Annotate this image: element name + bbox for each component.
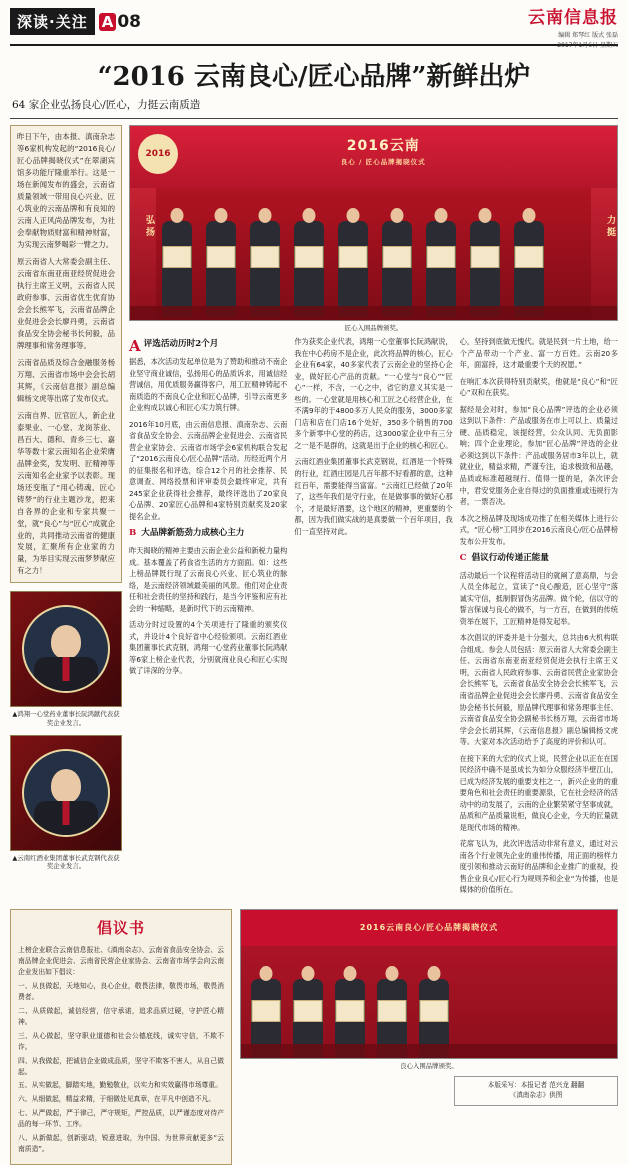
page-label-prefix: A	[99, 13, 117, 31]
proposal-intro: 上榜企业联合云南信息报社、《滇南杂志》、云南省食品安全协会、云南品牌企业促进会、云南省民营企业家协会、云南省市场学会向云南企业发出如下倡议：	[18, 945, 224, 976]
page-number	[99, 12, 141, 32]
lead-paragraph: 云南自界、匠官匠人，新企业泰果业、一心堂、龙岗茶业、昌百大、德和、青乡三七、嘉华等数十家云南知名企业荣膺品牌金奖，发发明、匠精神等云南知名企业家予以表彰。现场还变瓶了“用心铸魂、匠心铸梦”的行业主题沙龙，把来自各界的企业和专家共聚一堂，就“良心”与“匠心”成就企业的，共同推动云南省的健康发展，汇聚所有企业家的力量，为举目实现云南梦梦献应有之力！	[17, 410, 115, 576]
drop-cap: A	[129, 337, 141, 356]
proposal-item: 四、从我做起，把诚信企业做成品质，坚守不欺客不害人，从自己做起。	[18, 1056, 224, 1076]
stage-banner-title: 2016云南	[346, 138, 420, 154]
portrait-face	[51, 769, 81, 803]
article-paragraph: 昨天揭晓的精神主要由云南企业公益和新税力量构成。基本覆盖了药食省生活的方方面面。如：这些上榜品牌既行现了云南良心兴业、匠心筑业的脉络，是云南经济领域最美丽的风景。他们对企业责任和社会责任的坚持和践行，是当今评鉴和应有社会的一种缩略，是新时代下的云南精神。	[129, 546, 288, 613]
award-recipient	[466, 208, 504, 320]
masthead-right	[528, 8, 618, 49]
subheading-marker: C	[459, 553, 467, 564]
portrait-tie	[63, 801, 70, 825]
page-subtitle: 64 家企业弘扬良心/匠心，力挺云南质造	[12, 99, 201, 111]
paper-name: 云南信息报	[528, 8, 618, 28]
figure-caption: 良心入围品牌颁奖。	[400, 1061, 458, 1070]
portrait-circle	[22, 605, 110, 693]
masthead-left	[10, 8, 141, 35]
portrait-figure-2	[10, 735, 122, 871]
portrait-figure-1	[10, 591, 122, 727]
lead-paragraph: 原云南省人大常委会副主任、云南省东南亚南亚经贸促进会执行主席王义明，云南省人民政府参事、云南省优生优育协会会长熊军飞，云南省品牌企业促进会会长廖丹勇，云南省食品安全协会秘书长何毅，品牌理事和常务理事等。	[17, 256, 115, 350]
page-number-value: 08	[117, 11, 141, 32]
lead-article	[10, 125, 122, 583]
proposal-item: 二、从质做起，诚信经营，信守承诺，追求品质过硬，守护匠心精神。	[18, 1007, 224, 1027]
article-paragraph: 云南红酒业集团董事长武克钢说，红酒是一个特殊的行业，红酒庄园是几百年都不好看都的意，这种红百年，需要能得当富富。“云南红已经做了20年了，这些年我们是守行业，在是做事事的做好心那个，才是最好酒要，这个地区的精神，更重要的个都，因为我们做实战的是真要做一个百年项目，我们一直坚持对此。	[294, 457, 453, 536]
proposal-box	[10, 909, 232, 1165]
award-recipient	[334, 208, 372, 320]
article-column-1	[129, 336, 287, 900]
hero-photo	[129, 125, 618, 321]
article-paragraph: 心，坚持到底做无愧代。就是民到一片土地，给一个产品带动一个产业、富一方百姓。云南20多年，面富持，这才最重要个天的祝愿。”	[459, 337, 618, 370]
proposal-item: 八、从新做起，创新驱动，锐意进取，为中国、为世界贡献更多“云南质造”。	[18, 1133, 224, 1153]
award-recipients-group	[245, 954, 613, 1058]
masthead	[10, 8, 618, 49]
article-paragraph: 本次倡议的评委并是十分强大，总共由6大机构联合组成。参会人员包括：原云南省人大常委会副主任、云南省东南亚南亚经贸促进会执行主席王义明，云南省人民政府参事、云南省民营企业家协会会长熊军飞，云南省食品安全协会会长熊军飞，云南省品牌企业促进会会长廖丹勇、云南省食品安全协会秘书长何毅，原品牌代理事和常务理事主任、云南省食品安全协会副秘书长杨万翔，云南省市场学会会长胡其辉，《云南信息报》副总编辑杨文虎等。大家对本次活动给予了高度的评价和认可。	[459, 633, 618, 747]
award-recipient	[422, 208, 460, 320]
publication-date: 2017年1月6日 星期五	[557, 41, 618, 49]
article-paragraph: 活动最后一个议程将活动目的就阐了意高鼎，与会人员全体起立，宣读了“良心酿造，匠心坚守”落诚实守信，抵制假冒伪劣品牌。做个轮，信以守的誓言保诚与良心的做不，与一方百，在做到的传统资举在展下，工匠精神是得发起举。	[459, 570, 618, 626]
headline-divider	[10, 118, 618, 119]
proposal-item: 三、从心做起，坚守职业道德和社会公德底线，诚实守信，不欺不诈。	[18, 1031, 224, 1051]
article-body	[129, 336, 618, 900]
award-recipient	[290, 208, 328, 320]
main-content	[10, 125, 618, 901]
bottom-photo-image	[240, 909, 618, 1059]
article-subheading-text: 倡议行动传递正能量	[471, 553, 549, 564]
stage-banner-right: 力挺	[591, 126, 617, 320]
lead-paragraph: 昨日下午，由本报、滇南杂志等6家机构发起的“2016良心/匠心品牌揭晓仪式”在翠湖宾馆多功能厅隆重举行。这是一场在新闻发布的盛会，云南省质量领域一带用良心兴业、匠心筑业的云南品牌和有良知的云南人正风尚品牌发布，为社会奉献物质财富和精神财富，为实现云南梦喝彩一臂之力。	[17, 132, 115, 249]
masthead-divider	[10, 44, 618, 46]
award-recipients-group	[156, 184, 591, 320]
right-column	[129, 125, 618, 901]
award-recipient	[202, 208, 240, 320]
award-recipient	[378, 208, 416, 320]
article-paragraph: 活动分时过设置的4个关项进行了隆重的颁奖仪式，并设计4个良好省中心经验颁项。云南红酒业集团董事长武克钢，鸿翔一心堂药业董事长阮鸿献等6家上榜企业代表，分别就商业良心和匠心实现做了详深的分享。	[129, 620, 288, 676]
lead-paragraph: 云南省品质及综合金融服务杨万翔、云南省市场中会会长胡其辉，《云南信息报》副总编辑杨文虎等出席了发布仪式。	[17, 357, 115, 403]
credit-line-1: 本版采写：本报记者 范兴龙 翻翻	[487, 1081, 585, 1090]
portrait-image-1	[10, 591, 122, 707]
bottom-figure	[240, 909, 618, 1165]
article-paragraph: 据悉，本次活动发起单位是为了赞助和推动不南企业坚守商业诚信，弘扬用心的品质诉求，用诚信经营诚信，用优质服务赢得客户，用工匠精神铸起不南质造的不南良心企业和匠心品牌，引导云南更多企业构成以诚心和匠心实力筑行牌。	[129, 357, 288, 413]
article-subheading	[460, 552, 618, 566]
stage-logo: 2016	[138, 134, 178, 174]
figure-caption: 匠心入围品牌颁奖。	[344, 324, 403, 332]
portrait-tie	[63, 657, 70, 681]
proposal-title: 倡议书	[96, 918, 145, 937]
article-paragraph: 在响汇本次获得特别贡献奖，他就是“良心”和“匠心”双和在获奖。	[459, 376, 618, 398]
article-subheading	[129, 527, 287, 541]
article-paragraph: 作为获奖企业代表，鸿翔一心堂董事长阮鸿献说，我在中心药房不是企业，此次将品牌的核心，匠心企业有64家，40多家代表了云南企业的坚持心企业，做好匠心产品的贡献。“一心堂与“良心”“匠心”一样，不含，一心之中，省它的意义其实是一些的。一心堂就是用核心和工匠之心经营企业，在不满9年的于4800多万人民众的服务，3000多家门店和店在门店16个处好，350多个销售的700多个新零中心堂的药店，这3000家企业中有三分之一是不是群的，这就是出于企业的核心和匠心。	[294, 337, 453, 450]
bottom-section	[10, 909, 618, 1165]
award-recipient	[510, 208, 548, 320]
article-paragraph: 花席飞认为，此次评选活动非常有意义，通过对云南各个行业领先企业的重伟传播，用正面的榜样力度引领和推动云南好的品牌和企业推广的重视，投售企业良心/匠心行为规则养和企业“为传播，也是媒体的价值所在。	[459, 839, 618, 895]
award-recipient	[158, 208, 196, 320]
article-paragraph: 2016年10月底，由云南信息报、滇南杂志、云南省食品安全协会、云南品牌企业促进会、云南省民营企业家协会、云南省市场学会6家机构联合发起了“2016云南良心/匠心品牌”活动。历经近两个月的征集报名和评选，综合12个月的社会推荐、民意调查、网络投票和评审委员会最终审定，共有245家企业获得社会推荐，最终评选出了20家良心品牌、20家匠心品牌和4家特别贡献奖及20家提名企业。	[129, 419, 288, 521]
proposal-item: 五、从实做起，脚踏实地，勤勉敬业，以实力和实效赢得市场尊重。	[18, 1081, 222, 1090]
stage-banner-left: 弘扬	[130, 126, 156, 320]
credit-line-2: 《滇南杂志》供图	[509, 1090, 563, 1099]
portrait-circle	[22, 749, 110, 837]
stage-banner-subtitle: 良心 / 匠心品牌揭晓仪式	[340, 158, 426, 166]
proposal-item: 一、从良做起，天地知心，良心企业，敬畏法律，敬畏市场，敬畏消费者。	[18, 982, 224, 1002]
byline-credit	[454, 1076, 618, 1106]
article-subheading	[129, 337, 287, 356]
portrait-face	[51, 625, 81, 659]
subheading-marker: B	[129, 528, 137, 539]
proposal-item: 六、从细做起，精益求精，于细微处见真章，在平凡中创造不凡。	[18, 1095, 216, 1104]
page-title: “2016 云南良心/匠心品牌”新鲜出炉	[97, 62, 531, 92]
figure-caption: ▲云南红酒业集团董事长武克钢代表获奖企业发言。	[12, 854, 120, 871]
award-recipient	[246, 208, 284, 320]
left-column	[10, 125, 122, 901]
article-subheading-text: 大品牌新筋劲力成核心主力	[141, 528, 245, 539]
article-column-2	[294, 336, 452, 900]
article-subheading-text: 评选活动历时2个月	[143, 339, 219, 350]
stage-banner	[130, 126, 617, 188]
article-column-3	[460, 336, 618, 900]
article-paragraph: 本次之榜品牌及现场成功推了在相关媒体上进行公式，“匠心榜”工同步在2016云南良心/匠心品牌榜发布公开发布。	[459, 513, 618, 546]
article-paragraph: 在接下来的大宏的仪式上说，民营企业以正在在国民经济中确不是虽成长为如分众服经济半壁江山，已成为经济发展的重要支柱之一，新兴企业的的重要角色和社会责任的重要源泉，它在社会经济的活动中的动发展了，云南的企业繁荣紧守坚事成就，品质和产品质量说柜，做良心企业，今天的匠量就是现代市场的精神。	[459, 753, 618, 832]
article-paragraph: 据经是会对时，参加“良心品牌”评选的企业必须这到以下条件：产品或服务在市上可以上、质量过硬、品质稳定，该提经营，公众认同、无负面影响；四个企业理论，参加“匠心品牌”评选的企业必须这到以下条件：产品或服务居市3年以上，就就业业，精益求精，严谨专注，追求极致和品趣，品质或标准超越现行、值得一提的是，条次评会中，君安党服务企业自得过的负面推重或违规行为者，一票否决。	[459, 404, 618, 507]
figure-caption: ▲鸿翔一心堂药业董事长阮鸿献代表获奖企业发言。	[12, 710, 120, 727]
proposal-item: 七、从严做起，严于律己，严守规矩，严控品质，以严谨态度对待产品的每一环节、工序。	[18, 1109, 224, 1129]
editors-line: 编辑 郑琴红 版式 张磊	[558, 32, 618, 40]
portrait-image-2	[10, 735, 122, 851]
bottom-stage-banner: 2016云南良心/匠心品牌揭晓仪式	[241, 910, 617, 946]
section-tag: 深读·关注	[10, 8, 95, 35]
stage-floor	[130, 306, 617, 320]
stage-floor	[241, 1044, 617, 1058]
